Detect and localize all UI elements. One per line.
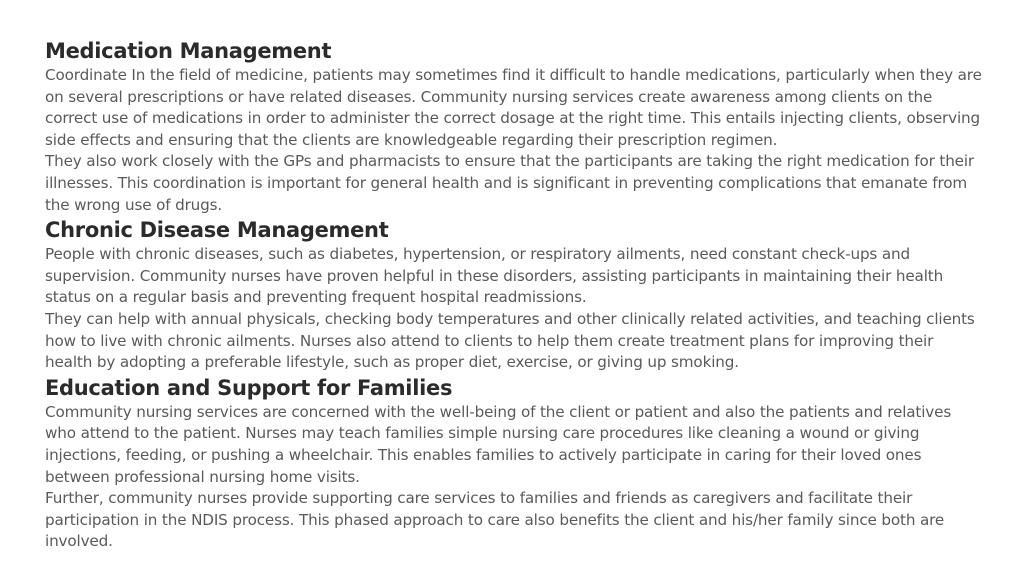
section-heading: Medication Management [45,39,332,63]
section-chronic-disease-management [45,216,984,374]
paragraph: Coordinate In the field of medicine, patients may sometimes find it difficult to handle medications, particularly when they are on several prescriptions or have related diseases. Community nursing services create awareness among clients on the correct use of medications in order to administer the correct dosage at the right time. This entails injecting clients, observing side effects and ensuring that the clients are knowledgeable regarding their prescription regimen. [45,66,982,149]
section-heading: Chronic Disease Management [45,218,389,243]
paragraph: Further, community nurses provide supporting care services to families and friends as caregivers and facilitate their participation in the NDIS process. This phased approach to care also benefits the client and his/her family since both are involved. [45,489,945,551]
section-heading: Education and Support for Families [45,375,453,400]
paragraph: They also work closely with the GPs and pharmacists to ensure that the participants are taking the right medication for their illnesses. This coordination is important for general health and is significant in preventing complications that emanate from the wrong use of drugs. [45,152,975,214]
section-medication-management [45,37,984,216]
paragraph: They can help with annual physicals, checking body temperatures and other clinically related activities, and teaching clients how to live with chronic ailments. Nurses also attend to clients to help them create treatment plans for improving their health by adopting a preferable lifestyle, such as proper diet, exercise, or giving up smoking. [45,309,975,372]
paragraph: People with chronic diseases, such as diabetes, hypertension, or respiratory ailments, need constant check-ups and supervision. Community nurses have proven helpful in these disorders, assisting participants in maintaining their health status on a regular basis and preventing frequent hospital readmissions. [45,245,944,307]
section-education-support-families [45,374,984,553]
paragraph: Community nursing services are concerned with the well-being of the client or patient and also the patients and relatives who attend to the patient. Nurses may teach families simple nursing care procedures like cleaning a wound or giving injections, feeding, or pushing a wheelchair. This enables families to actively participate in caring for their loved ones between professional nursing home visits. [45,402,952,486]
